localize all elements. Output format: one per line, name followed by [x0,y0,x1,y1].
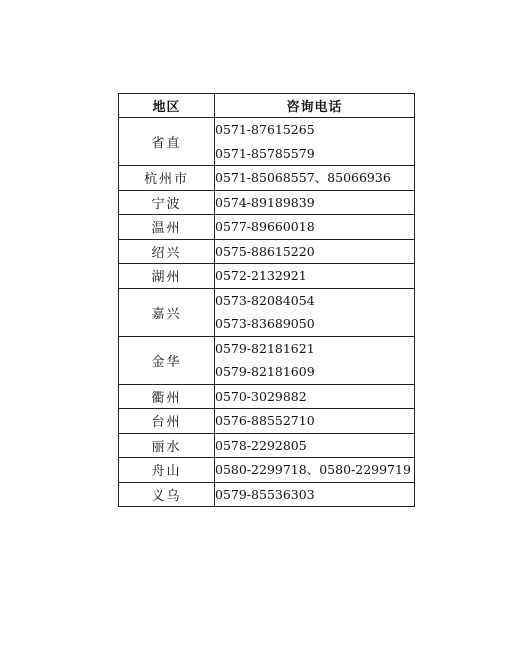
header-phone: 咨询电话 [215,94,415,118]
table-row [119,118,415,166]
region-cell: 湖州 [119,264,215,289]
region-cell: 嘉兴 [119,288,215,336]
region-cell: 省直 [119,118,215,166]
region-cell: 金华 [119,336,215,384]
table-row [119,239,415,264]
phone-cell [215,215,415,240]
region-cell: 温州 [119,215,215,240]
table-row [119,458,415,483]
phone-cell [215,239,415,264]
phone-number: 0576-88552710 [215,413,315,428]
phone-number: 0574-89189839 [215,194,315,210]
phone-number: 0573-83689050 [215,316,315,331]
phone-number: 0580-2299718、0580-2299719 [215,462,411,477]
phone-number: 0577-89660018 [215,219,315,234]
phone-cell [215,336,415,384]
table-row [119,433,415,458]
table-row [119,264,415,289]
phone-cell [215,166,415,191]
phone-cell [215,288,415,336]
phone-number: 0575-88615220 [215,243,315,259]
phone-cell [215,264,415,289]
region-cell: 绍兴 [119,239,215,264]
phone-cell [215,433,415,458]
phone-number: 0571-85785579 [215,145,315,161]
phone-number: 0572-2132921 [215,268,307,283]
phone-number: 0579-82181609 [215,364,315,379]
region-cell: 台州 [119,409,215,434]
phone-cell [215,190,415,215]
phone-cell [215,118,415,166]
table-row [119,288,415,336]
phone-cell [215,409,415,434]
region-cell: 义乌 [119,482,215,507]
phone-number: 0578-2292805 [215,437,307,453]
contact-phone-table [118,93,415,507]
phone-number: 0571-87615265 [215,122,315,137]
region-cell: 衢州 [119,384,215,409]
phone-cell [215,384,415,409]
phone-number: 0573-82084054 [215,292,315,308]
table-row [119,215,415,240]
table-header-row [119,94,415,118]
table-row [119,190,415,215]
table-row [119,336,415,384]
table-row [119,409,415,434]
region-cell: 杭州市 [119,166,215,191]
phone-cell [215,458,415,483]
table-row [119,482,415,507]
region-cell: 舟山 [119,458,215,483]
region-cell: 宁波 [119,190,215,215]
header-region: 地区 [119,94,215,118]
phone-cell [215,482,415,507]
phone-number: 0570-3029882 [215,388,307,404]
region-cell: 丽水 [119,433,215,458]
table-row [119,384,415,409]
table-row [119,166,415,191]
phone-number: 0579-85536303 [215,486,315,502]
table-body [119,118,415,507]
phone-number: 0571-85068557、85066936 [215,170,391,185]
phone-number: 0579-82181621 [215,340,315,356]
